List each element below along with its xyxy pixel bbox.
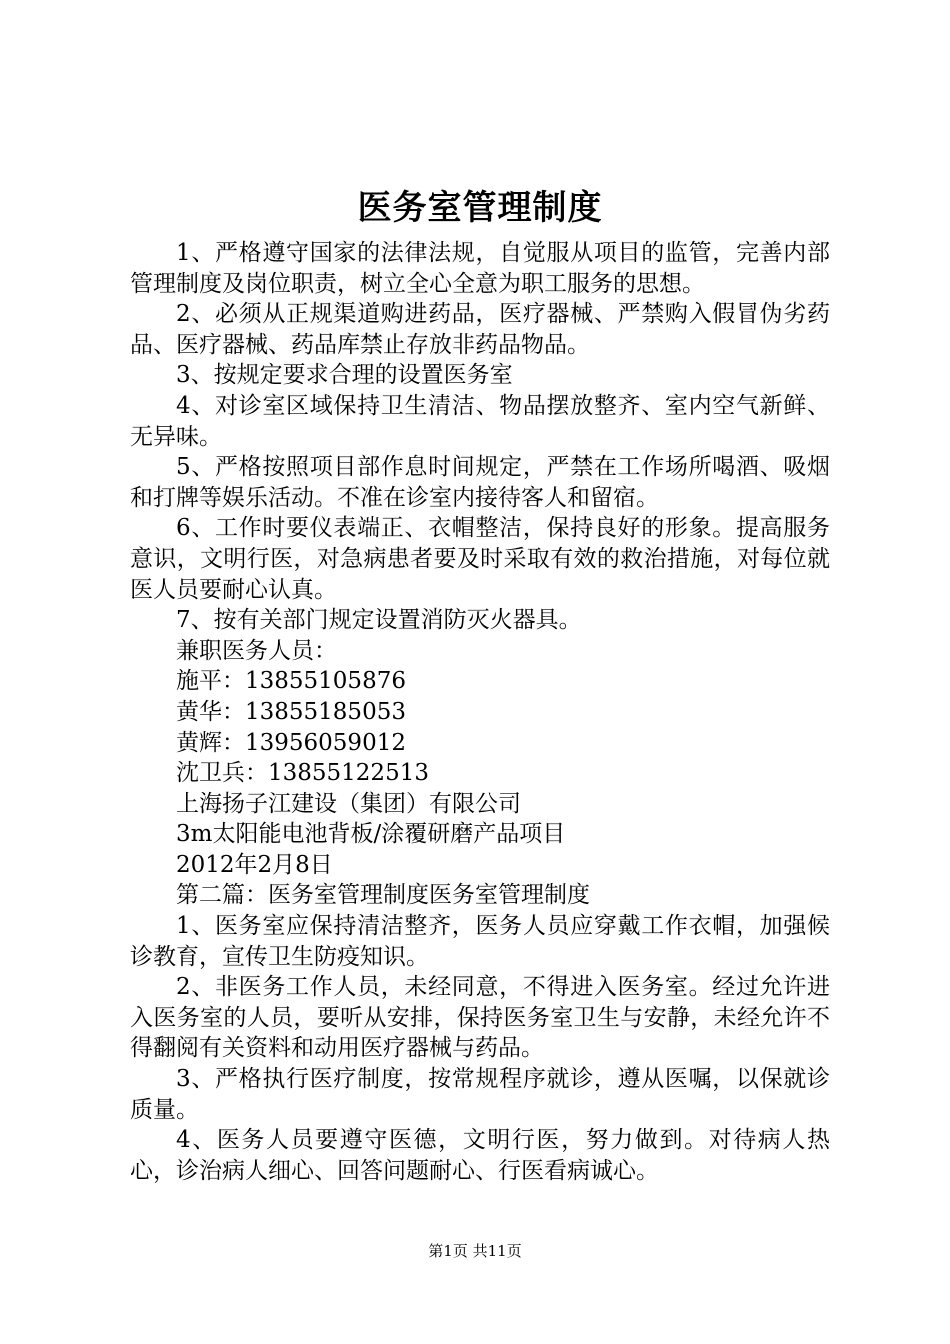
project-name: 3m太阳能电池背板/涂覆研磨产品项目 — [176, 821, 566, 848]
document-date: 2012年2月8日 — [176, 851, 333, 878]
paragraph: 2、非医务工作人员，未经同意，不得进入医务室。经过允许进入医务室的人员，要听从安排，保持医务室卫生与安静，未经允许不得翻阅有关资料和动用医疗器械与药品。 — [130, 974, 830, 1062]
document-title: 医务室管理制度 — [357, 188, 603, 228]
staff-contact: 沈卫兵：13855122513 — [176, 760, 429, 787]
staff-heading: 兼职医务人员： — [176, 637, 337, 664]
section-heading: 第二篇：医务室管理制度医务室管理制度 — [176, 882, 590, 909]
paragraph: 4、对诊室区域保持卫生清洁、物品摆放整齐、室内空气新鲜、无异味。 — [130, 392, 830, 450]
company-name: 上海扬子江建设（集团）有限公司 — [176, 790, 521, 817]
paragraph: 7、按有关部门规定设置消防灭火器具。 — [176, 607, 582, 634]
paragraph: 1、严格遵守国家的法律法规，自觉服从项目的监管，完善内部管理制度及岗位职责，树立全心全意为职工服务的思想。 — [130, 240, 830, 297]
staff-contact: 施平：13855105876 — [176, 668, 406, 695]
paragraph: 4、医务人员要遵守医德，文明行医，努力做到。对待病人热心，诊治病人细心、回答问题耐心、行医看病诚心。 — [130, 1127, 830, 1184]
document-body — [130, 238, 830, 1186]
paragraph: 2、必须从正规渠道购进药品，医疗器械、严禁购入假冒伪劣药品、医疗器械、药品库禁止存放非药品物品。 — [130, 301, 830, 358]
page-footer: 第1页 共11页 — [428, 1242, 522, 1260]
paragraph: 1、医务室应保持清洁整齐，医务人员应穿戴工作衣帽，加强候诊教育，宣传卫生防疫知识。 — [130, 913, 830, 970]
paragraph: 5、严格按照项目部作息时间规定，严禁在工作场所喝酒、吸烟和打牌等娱乐活动。不准在诊室内接待客人和留宿。 — [130, 454, 830, 511]
staff-contact: 黄华：13855185053 — [176, 698, 406, 725]
paragraph: 6、工作时要仪表端正、衣帽整洁，保持良好的形象。提高服务意识，文明行医，对急病患者要及时采取有效的救治措施，对每位就医人员要耐心认真。 — [130, 515, 830, 603]
staff-contact: 黄辉：13956059012 — [176, 729, 406, 756]
paragraph: 3、严格执行医疗制度，按常规程序就诊，遵从医嘱，以保就诊质量。 — [130, 1066, 830, 1123]
paragraph: 3、按规定要求合理的设置医务室 — [176, 362, 513, 389]
document-page — [130, 186, 830, 1186]
